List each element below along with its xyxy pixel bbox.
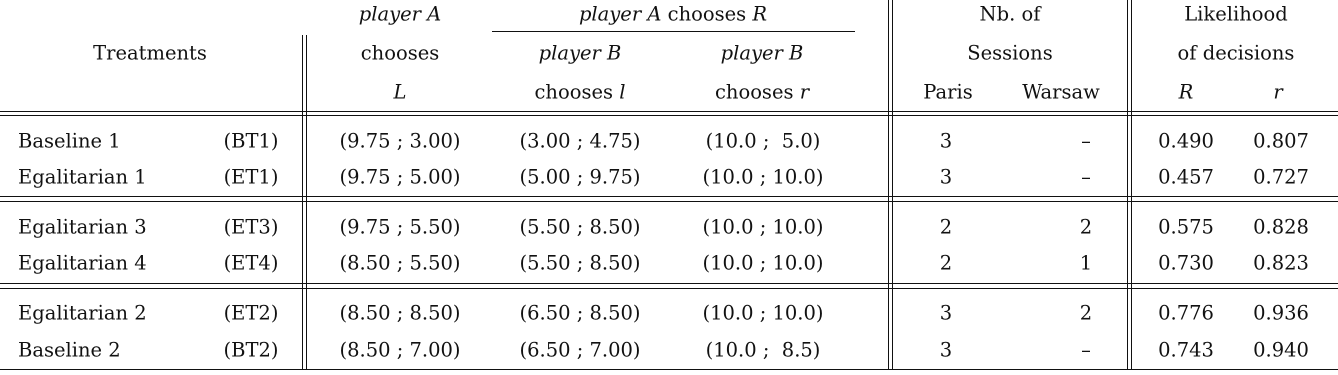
treatment-code: (ET1)	[223, 165, 279, 189]
header-col-l-line2: chooses l	[534, 80, 626, 104]
likelihood-r: 0.807	[1253, 129, 1309, 153]
likelihood-r: 0.936	[1253, 301, 1309, 325]
payoff-R-r: (10.0 ; 10.0)	[702, 251, 824, 275]
payoff-L: (8.50 ; 8.50)	[339, 301, 461, 325]
sessions-paris: 2	[939, 215, 953, 239]
likelihood-r: 0.940	[1253, 338, 1309, 362]
payoff-R-l: (6.50 ; 8.50)	[519, 301, 641, 325]
header-treatments: Treatments	[93, 41, 207, 65]
payoff-R-l: (5.00 ; 9.75)	[519, 165, 641, 189]
payoff-L: (9.75 ; 5.00)	[339, 165, 461, 189]
treatment-name: Baseline 1	[18, 129, 121, 153]
payoff-R-l: (6.50 ; 7.00)	[519, 338, 641, 362]
treatment-name: Egalitarian 2	[18, 301, 147, 325]
treatment-name: Egalitarian 1	[18, 165, 147, 189]
rule-after-treatments	[306, 35, 307, 369]
likelihood-r: 0.828	[1253, 215, 1309, 239]
likelihood-R: 0.457	[1158, 165, 1214, 189]
rule-before-sessions	[892, 0, 893, 369]
sessions-warsaw: –	[1081, 338, 1091, 362]
rule-header-bottom	[0, 111, 1338, 112]
rule-before-likelihood	[1131, 0, 1132, 369]
rule-under-group-header	[492, 31, 855, 32]
payoff-R-r: (10.0 ; 10.0)	[702, 301, 824, 325]
treatment-code: (BT1)	[223, 129, 279, 153]
sessions-warsaw: –	[1081, 165, 1091, 189]
likelihood-R: 0.743	[1158, 338, 1214, 362]
likelihood-R: 0.730	[1158, 251, 1214, 275]
sessions-warsaw: –	[1081, 129, 1091, 153]
sessions-paris: 3	[939, 301, 953, 325]
rule-header-bottom	[0, 115, 1338, 116]
header-col-L-line2: chooses	[360, 41, 440, 65]
payoff-R-l: (3.00 ; 4.75)	[519, 129, 641, 153]
header-col-r-line2: chooses r	[714, 80, 810, 104]
header-likelihood-r: r	[1273, 80, 1283, 104]
payoff-R-r: (10.0 ; 5.0)	[705, 129, 821, 153]
rule-block-separator	[0, 201, 1338, 202]
rule-before-sessions	[888, 0, 889, 369]
payoff-R-r: (10.0 ; 10.0)	[702, 165, 824, 189]
header-likelihood-line1: Likelihood	[1184, 2, 1288, 26]
rule-table-bottom	[0, 369, 1338, 370]
header-col-r-line1: player B	[720, 41, 804, 65]
header-likelihood-R: R	[1178, 80, 1194, 104]
likelihood-R: 0.490	[1158, 129, 1214, 153]
payoff-L: (8.50 ; 7.00)	[339, 338, 461, 362]
likelihood-r: 0.727	[1253, 165, 1309, 189]
likelihood-R: 0.776	[1158, 301, 1214, 325]
payoff-L: (8.50 ; 5.50)	[339, 251, 461, 275]
sessions-warsaw: 2	[1079, 215, 1093, 239]
treatment-code: (ET3)	[223, 215, 279, 239]
sessions-warsaw: 1	[1079, 251, 1093, 275]
rule-block-separator	[0, 288, 1338, 289]
rule-block-separator	[0, 196, 1338, 197]
likelihood-r: 0.823	[1253, 251, 1309, 275]
rule-before-likelihood	[1127, 0, 1128, 369]
treatment-code: (ET2)	[223, 301, 279, 325]
rule-after-treatments	[302, 35, 303, 369]
header-col-l-line1: player B	[538, 41, 622, 65]
header-likelihood-line2: of decisions	[1177, 41, 1295, 65]
treatment-name: Baseline 2	[18, 338, 121, 362]
sessions-warsaw: 2	[1079, 301, 1093, 325]
header-sessions-line2: Sessions	[967, 41, 1053, 65]
treatment-name: Egalitarian 3	[18, 215, 147, 239]
header-group-player-a-chooses-r: player A chooses R	[578, 2, 768, 26]
payoff-L: (9.75 ; 3.00)	[339, 129, 461, 153]
payoff-R-r: (10.0 ; 10.0)	[702, 215, 824, 239]
treatment-name: Egalitarian 4	[18, 251, 147, 275]
header-col-L-line1: player A	[358, 2, 442, 26]
header-sessions-paris: Paris	[923, 80, 973, 104]
rule-block-separator	[0, 283, 1338, 284]
header-sessions-line1: Nb. of	[979, 2, 1041, 26]
sessions-paris: 2	[939, 251, 953, 275]
treatment-code: (ET4)	[223, 251, 279, 275]
payoff-R-l: (5.50 ; 8.50)	[519, 215, 641, 239]
sessions-paris: 3	[939, 165, 953, 189]
sessions-paris: 3	[939, 338, 953, 362]
payoff-R-r: (10.0 ; 8.5)	[705, 338, 821, 362]
likelihood-R: 0.575	[1158, 215, 1214, 239]
payoff-L: (9.75 ; 5.50)	[339, 215, 461, 239]
payoff-R-l: (5.50 ; 8.50)	[519, 251, 641, 275]
sessions-paris: 3	[939, 129, 953, 153]
header-col-L-line3: L	[393, 80, 407, 104]
header-sessions-warsaw: Warsaw	[1022, 80, 1100, 104]
treatment-code: (BT2)	[223, 338, 279, 362]
